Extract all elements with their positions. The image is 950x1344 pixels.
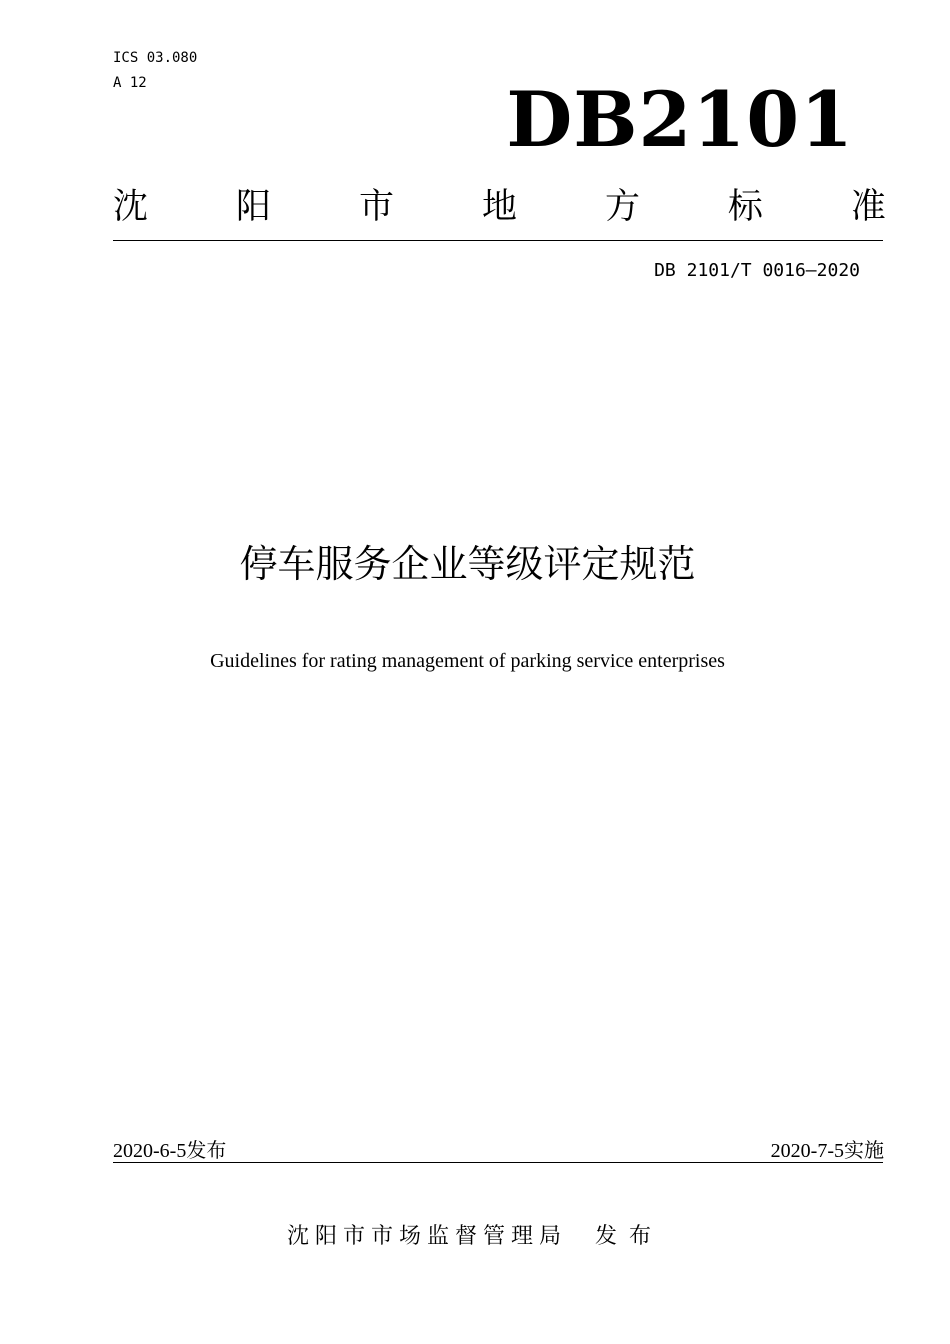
local-standard-char: 标 xyxy=(727,187,763,227)
standard-code-logo: DB2101 xyxy=(506,75,854,164)
issuer-name: 沈阳市市场监督管理局 xyxy=(286,1224,567,1249)
header-divider xyxy=(113,240,883,241)
issue-date: 2020-6-5发布 xyxy=(113,1140,227,1162)
local-standard-char: 市 xyxy=(358,187,394,227)
ics-code: ICS 03.080 xyxy=(113,50,198,66)
document-title-chinese: 停车服务企业等级评定规范 xyxy=(239,542,696,586)
implementation-date: 2020-7-5实施 xyxy=(770,1140,884,1162)
local-standard-heading xyxy=(113,186,886,228)
local-standard-char: 沈 xyxy=(113,187,149,227)
standard-number: DB 2101/T 0016—2020 xyxy=(654,260,860,281)
issuer-action: 发布 xyxy=(595,1224,664,1249)
local-standard-char: 地 xyxy=(481,187,517,227)
document-title-english: Guidelines for rating management of parking service enterprises xyxy=(210,650,725,672)
issuing-authority xyxy=(0,1222,950,1252)
local-standard-char: 方 xyxy=(604,187,640,227)
ccs-code: A 12 xyxy=(113,75,147,91)
local-standard-char: 准 xyxy=(850,187,886,227)
footer-divider xyxy=(113,1162,883,1163)
local-standard-char: 阳 xyxy=(235,187,271,227)
